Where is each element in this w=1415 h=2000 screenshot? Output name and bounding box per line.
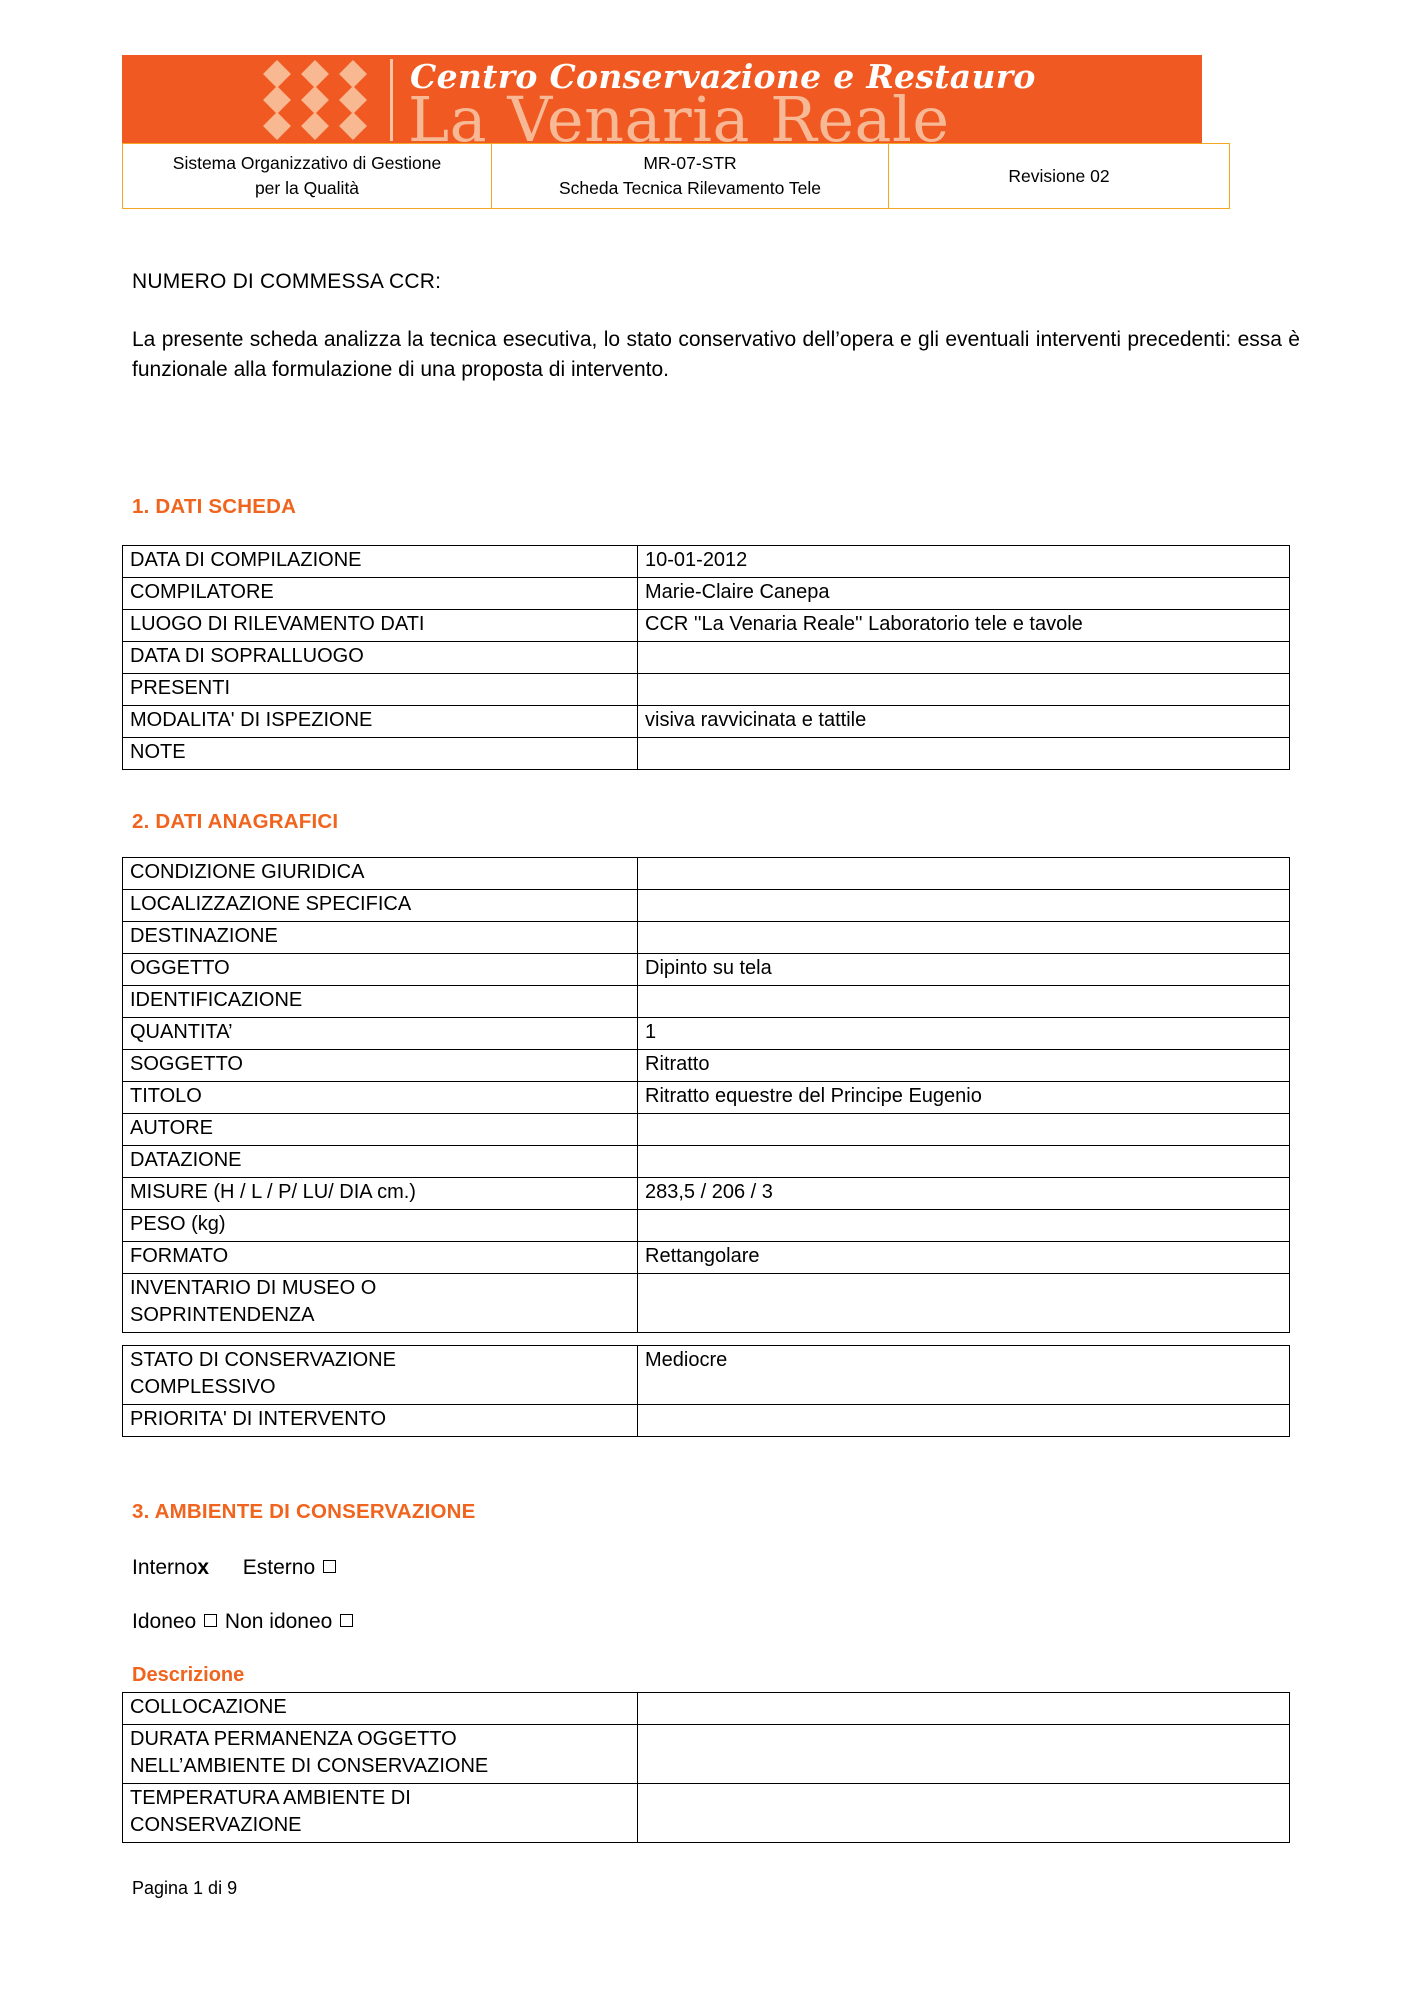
subheading-descrizione: Descrizione — [132, 1664, 245, 1686]
table-row — [123, 1018, 1290, 1050]
choice-row-idoneo — [132, 1610, 355, 1634]
header-doc-title: Scheda Tecnica Rilevamento Tele — [558, 178, 821, 198]
table-row — [123, 1242, 1290, 1274]
row-value[interactable] — [638, 986, 1290, 1018]
banner-title-primary: Centro Conservazione e Restauro — [410, 57, 1036, 96]
header-revision: Revisione 02 — [1008, 165, 1110, 186]
row-key: CONDIZIONE GIURIDICA — [123, 858, 638, 890]
header-cell-revision — [889, 144, 1230, 209]
row-key: LUOGO DI RILEVAMENTO DATI — [123, 610, 638, 642]
table-row — [123, 890, 1290, 922]
row-value[interactable]: Mediocre — [638, 1346, 1290, 1405]
row-key: PRESENTI — [123, 674, 638, 706]
page-footer: Pagina 1 di 9 — [132, 1878, 238, 1898]
banner-divider — [390, 59, 393, 141]
table-row — [123, 674, 1290, 706]
row-key: COLLOCAZIONE — [123, 1693, 638, 1725]
row-key: DURATA PERMANENZA OGGETTO NELL’AMBIENTE DI CONSERVAZIONE — [123, 1725, 638, 1784]
row-value[interactable] — [638, 1114, 1290, 1146]
row-value[interactable]: CCR ''La Venaria Reale'' Laboratorio tele e tavole — [638, 610, 1290, 642]
row-key: IDENTIFICAZIONE — [123, 986, 638, 1018]
row-value[interactable]: 10-01-2012 — [638, 546, 1290, 578]
row-value[interactable] — [638, 1693, 1290, 1725]
checkbox-non-idoneo[interactable] — [340, 1614, 353, 1627]
row-key: FORMATO — [123, 1242, 638, 1274]
row-value[interactable]: 283,5 / 206 / 3 — [638, 1178, 1290, 1210]
row-key: PRIORITA' DI INTERVENTO — [123, 1405, 638, 1437]
row-value[interactable] — [638, 1274, 1290, 1333]
table-dati-anagrafici — [122, 857, 1290, 1333]
choice-label-interno: Interno — [132, 1556, 198, 1579]
row-key: DATA DI COMPILAZIONE — [123, 546, 638, 578]
header-cell-system — [123, 144, 492, 209]
choice-label-non-idoneo: Non idoneo — [224, 1610, 333, 1633]
row-value[interactable]: Ritratto — [638, 1050, 1290, 1082]
table-row — [123, 954, 1290, 986]
table-row — [123, 1274, 1290, 1333]
row-key: QUANTITA’ — [123, 1018, 638, 1050]
diamond-grid-logo-icon — [258, 61, 374, 139]
header-doc-code: MR-07-STR — [643, 153, 737, 173]
row-value[interactable] — [638, 674, 1290, 706]
row-key: TITOLO — [123, 1082, 638, 1114]
row-key: DATA DI SOPRALLUOGO — [123, 642, 638, 674]
table-row — [123, 738, 1290, 770]
row-key: AUTORE — [123, 1114, 638, 1146]
header-table-row — [123, 144, 1230, 209]
row-key: MISURE (H / L / P/ LU/ DIA cm.) — [123, 1178, 638, 1210]
row-value[interactable]: 1 — [638, 1018, 1290, 1050]
row-key: INVENTARIO DI MUSEO O SOPRINTENDENZA — [123, 1274, 638, 1333]
table-row — [123, 546, 1290, 578]
header-cell-document-code — [492, 144, 889, 209]
choice-label-idoneo: Idoneo — [132, 1610, 197, 1633]
checkbox-idoneo[interactable] — [204, 1614, 217, 1627]
table-row — [123, 1178, 1290, 1210]
row-value[interactable]: Ritratto equestre del Principe Eugenio — [638, 1082, 1290, 1114]
checkbox-esterno[interactable] — [323, 1560, 336, 1573]
section-heading-dati-scheda: 1. DATI SCHEDA — [132, 495, 297, 518]
table-row — [123, 578, 1290, 610]
table-row — [123, 1725, 1290, 1784]
choice-row-interno-esterno — [132, 1556, 338, 1580]
row-key: COMPILATORE — [123, 578, 638, 610]
row-key: OGGETTO — [123, 954, 638, 986]
table-row — [123, 610, 1290, 642]
row-value[interactable]: visiva ravvicinata e tattile — [638, 706, 1290, 738]
row-key: DESTINAZIONE — [123, 922, 638, 954]
table-row — [123, 1784, 1290, 1843]
row-value[interactable] — [638, 922, 1290, 954]
section-heading-ambiente: 3. AMBIENTE DI CONSERVAZIONE — [132, 1500, 476, 1523]
row-value[interactable] — [638, 642, 1290, 674]
row-value[interactable] — [638, 738, 1290, 770]
row-value[interactable] — [638, 858, 1290, 890]
header-system-line2: per la Qualità — [254, 178, 360, 198]
row-key: DATAZIONE — [123, 1146, 638, 1178]
brand-banner — [122, 55, 1202, 143]
choice-mark-interno[interactable]: x — [197, 1556, 210, 1579]
intro-paragraph: La presente scheda analizza la tecnica esecutiva, lo stato conservativo dell’opera e gli eventuali interventi precedenti: essa è funzionale alla formulazione di una proposta di intervento. — [132, 328, 1300, 381]
table-row — [123, 1146, 1290, 1178]
table-row — [123, 1050, 1290, 1082]
table-row — [123, 1346, 1290, 1405]
table-row — [123, 922, 1290, 954]
row-value[interactable] — [638, 1146, 1290, 1178]
row-key: TEMPERATURA AMBIENTE DI CONSERVAZIONE — [123, 1784, 638, 1843]
commessa-label: NUMERO DI COMMESSA CCR: — [132, 270, 442, 293]
banner-title-secondary: La Venaria Reale — [408, 83, 950, 143]
table-row — [123, 1405, 1290, 1437]
row-key: SOGGETTO — [123, 1050, 638, 1082]
table-descrizione-ambiente — [122, 1692, 1290, 1843]
table-stato-conservazione — [122, 1345, 1290, 1437]
table-row — [123, 1210, 1290, 1242]
header-system-line1: Sistema Organizzativo di Gestione — [172, 153, 442, 173]
row-key: PESO (kg) — [123, 1210, 638, 1242]
table-row — [123, 642, 1290, 674]
document-header-table — [122, 143, 1230, 209]
row-value[interactable] — [638, 1725, 1290, 1784]
row-key: STATO DI CONSERVAZIONE COMPLESSIVO — [123, 1346, 638, 1405]
table-row — [123, 1693, 1290, 1725]
table-row — [123, 986, 1290, 1018]
row-value[interactable]: Dipinto su tela — [638, 954, 1290, 986]
row-key: LOCALIZZAZIONE SPECIFICA — [123, 890, 638, 922]
row-value[interactable] — [638, 1784, 1290, 1843]
row-value[interactable] — [638, 1210, 1290, 1242]
row-value[interactable]: Rettangolare — [638, 1242, 1290, 1274]
row-key: NOTE — [123, 738, 638, 770]
table-row — [123, 706, 1290, 738]
table-row — [123, 1082, 1290, 1114]
row-value[interactable] — [638, 890, 1290, 922]
row-value[interactable] — [638, 1405, 1290, 1437]
row-key: MODALITA' DI ISPEZIONE — [123, 706, 638, 738]
table-dati-scheda — [122, 545, 1290, 770]
row-value[interactable]: Marie-Claire Canepa — [638, 578, 1290, 610]
table-row — [123, 1114, 1290, 1146]
table-row — [123, 858, 1290, 890]
section-heading-dati-anagrafici: 2. DATI ANAGRAFICI — [132, 810, 339, 833]
choice-label-esterno: Esterno — [242, 1556, 316, 1579]
